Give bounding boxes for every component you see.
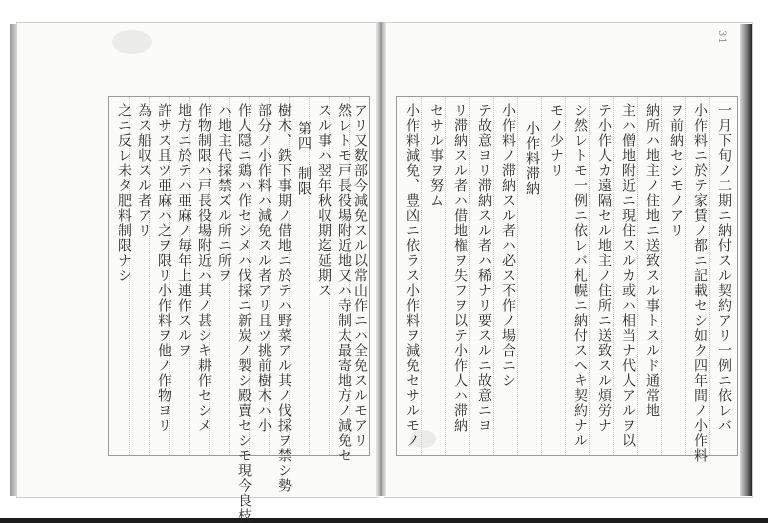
text-column: アリ又数部今減免スル以常山作ニハ全免スルモアリ xyxy=(352,103,368,448)
text-column: 部分ノ小作料ハ減免スル者アリ且ツ挑前樹木ハ小 xyxy=(256,103,272,433)
text-column: 一月下旬ノ二期ニ納付スル契約アリ一例ニ依レバ xyxy=(716,103,732,433)
text-column: セサル事ヲ努ム xyxy=(428,103,444,208)
page-number: 31 xyxy=(716,30,727,45)
text-column: スル事ハ翌年秋収期迄延期ス xyxy=(316,103,332,298)
text-column: 地方ニ於テハ亜麻ノ毎年上連作スルヲ xyxy=(176,103,192,358)
text-column: 小作料ノ滞納スル者ハ必ス不作ノ場合ニシ xyxy=(500,103,516,388)
text-column: ヲ前納セシモノアリ xyxy=(668,103,684,238)
right-book-edge xyxy=(740,24,752,496)
section-heading: 小作料滞納 xyxy=(524,121,540,196)
text-column: 許サス且ツ亜麻ハ之ヲ限リ小作料ヲ他ノ作物ヨリ xyxy=(156,103,172,433)
text-column: リ滞納スル者ハ借地権ヲ失フヲ以テ小作人ハ滞納 xyxy=(452,103,468,433)
right-page-text-block xyxy=(396,96,738,463)
text-column: ハ地主代採禁ズル所ニ所ヲ xyxy=(216,103,232,283)
text-column: テ故意ヨリ滞納スル者ハ稀ナリ要スルニ故意ニヨ xyxy=(476,103,492,433)
text-column: モノ少ナリ xyxy=(548,103,564,178)
left-page-text-block xyxy=(108,96,370,523)
text-column: 樹木、鉄下事期ノ借地ニ於テハ野菜アル其ノ伐採ヲ禁シ勢 xyxy=(276,103,292,493)
text-column: 主ハ僧地附近ニ現住スルカ或ハ相当ナ代人アルヲ以 xyxy=(620,103,636,448)
text-column: 小作料減免、豊凶ニ依ラス小作料ヲ減免セサルモノ xyxy=(404,103,420,448)
text-column: 之ニ反レ未タ肥料制限ナシ xyxy=(116,103,132,283)
text-column: 作物制限ハ戸長役場附近ハ其ノ甚シキ耕作セシメ xyxy=(196,103,212,433)
text-column: 小作料ニ於テ家賃ノ都ニ記載セシ如ク四年間ノ小作料 xyxy=(692,103,708,463)
text-column: 作人隠ニ鶏ハ作セシメハ伐採ニ新炭ノ製シ殿賣セシモ現今良枝 xyxy=(236,103,252,523)
book-gutter xyxy=(376,22,386,496)
paper-stain xyxy=(112,30,152,54)
text-column: 為ス船収スル者アリ xyxy=(136,103,152,238)
text-column: シ然レトモ一例ニ依レバ札幌ニ納付スヘキ契約ナル xyxy=(572,103,588,448)
text-column: 然レトモ戸長役場附近地又ハ寺制太最寄地方ノ減免セ xyxy=(336,103,352,463)
section-heading: 第四 制限 xyxy=(296,121,312,196)
text-column: テ小作人カ遠隔セル地主ノ住所ニ送致スル煩労ナ xyxy=(596,103,612,433)
text-column: 納所ハ地主ノ住地ニ送致スル事トスルド通常地 xyxy=(644,103,660,418)
